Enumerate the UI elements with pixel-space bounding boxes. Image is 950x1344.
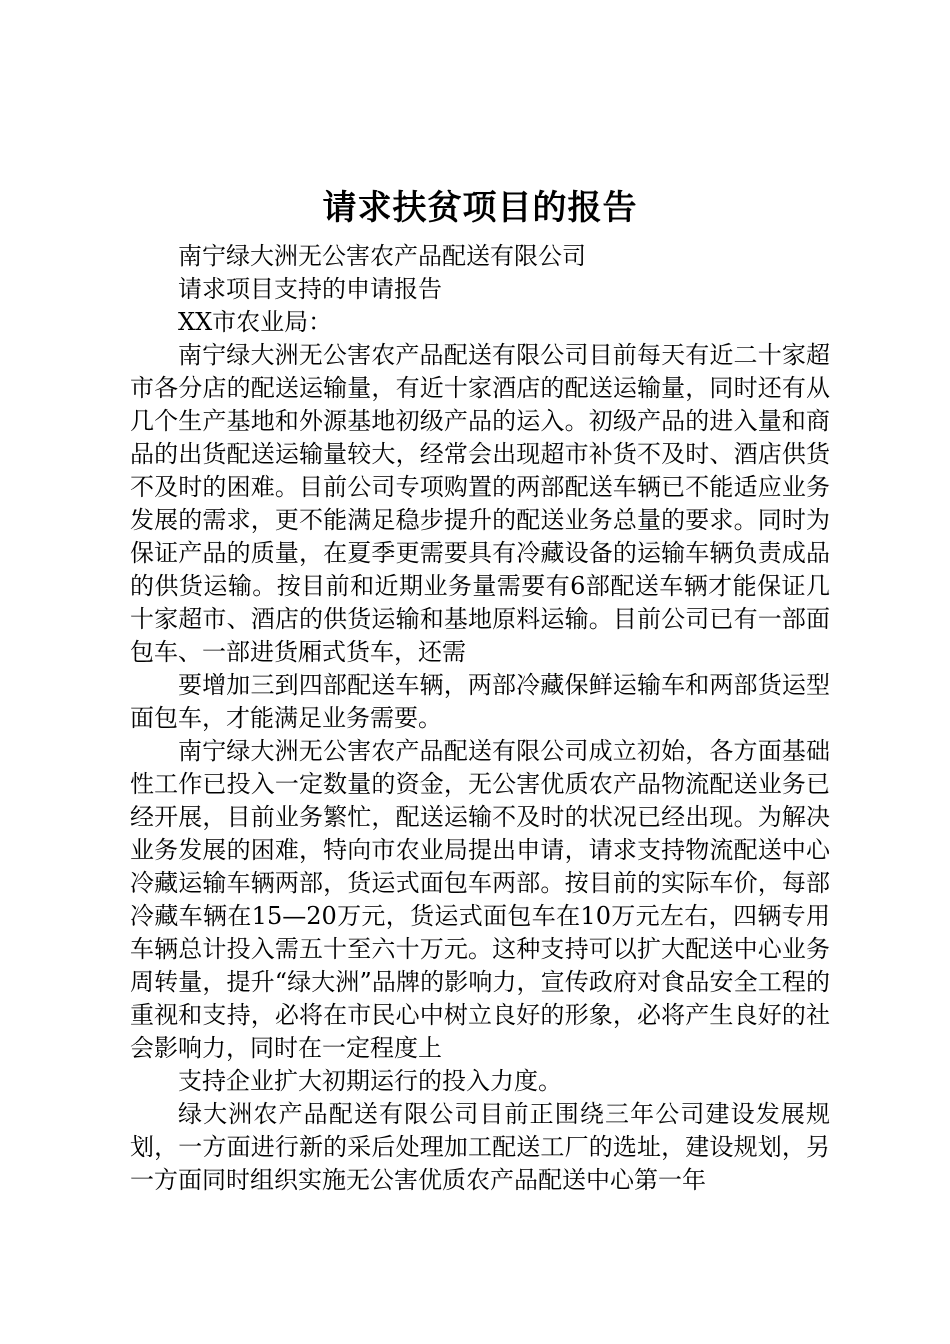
company-line: 南宁绿大洲无公害农产品配送有限公司 [178,242,586,270]
subtitle-line: 请求项目支持的申请报告 [178,275,442,303]
body-paragraph: 南宁绿大洲无公害农产品配送有限公司目前每天有近二十家超市各分店的配送运输量，有近十家酒店的配送运输量，同时还有从几个生产基地和外源基地初级产品的运入。初级产品的进入量和商品的出货配送运输量较大，经常会出现超市补货不及时、酒店供货不及时的困难。目前公司专项购置的两部配送车辆已不能适应业务发展的需求，更不能满足稳步提升的配送业务总量的要求。同时为保证产品的质量，在夏季更需要具有冷藏设备的运输车辆负责成品的供货运输。按目前和近期业务量需要有6部配送车辆才能保证几十家超市、酒店的供货运输和基地原料运输。目前公司已有一部面包车、一部进货厢式货车，还需 [130,341,830,666]
body-paragraph: 绿大洲农产品配送有限公司目前正围绕三年公司建设发展规划，一方面进行新的采后处理加工配送工厂的选址，建设规划，另一方面同时组织实施无公害优质农产品配送中心第一年 [130,1100,830,1194]
body-paragraph: 支持企业扩大初期运行的投入力度。 [178,1067,562,1095]
body-paragraph: 要增加三到四部配送车辆，两部冷藏保鲜运输车和两部货运型面包车，才能满足业务需要。 [130,671,830,732]
addressee-line: XX市农业局： [178,308,333,336]
document-title: 请求扶贫项目的报告 [322,188,638,228]
body-paragraph: 南宁绿大洲无公害农产品配送有限公司成立初始，各方面基础性工作已投入一定数量的资金，无公害优质农产品物流配送业务已经开展，目前业务繁忙，配送运输不及时的状况已经出现。为解决业务发展的困难，特向市农业局提出申请，请求支持物流配送中心冷藏运输车辆两部，货运式面包车两部。按目前的实际车价，每部冷藏车辆在15—20万元，货运式面包车在10万元左右，四辆专用车辆总计投入需五十至六十万元。这种支持可以扩大配送中心业务周转量，提升“绿大洲”品牌的影响力，宣传政府对食品安全工程的重视和支持，必将在市民心中树立良好的形象，必将产生良好的社会影响力，同时在一定程度上 [130,737,830,1062]
document-page [130,180,830,1197]
